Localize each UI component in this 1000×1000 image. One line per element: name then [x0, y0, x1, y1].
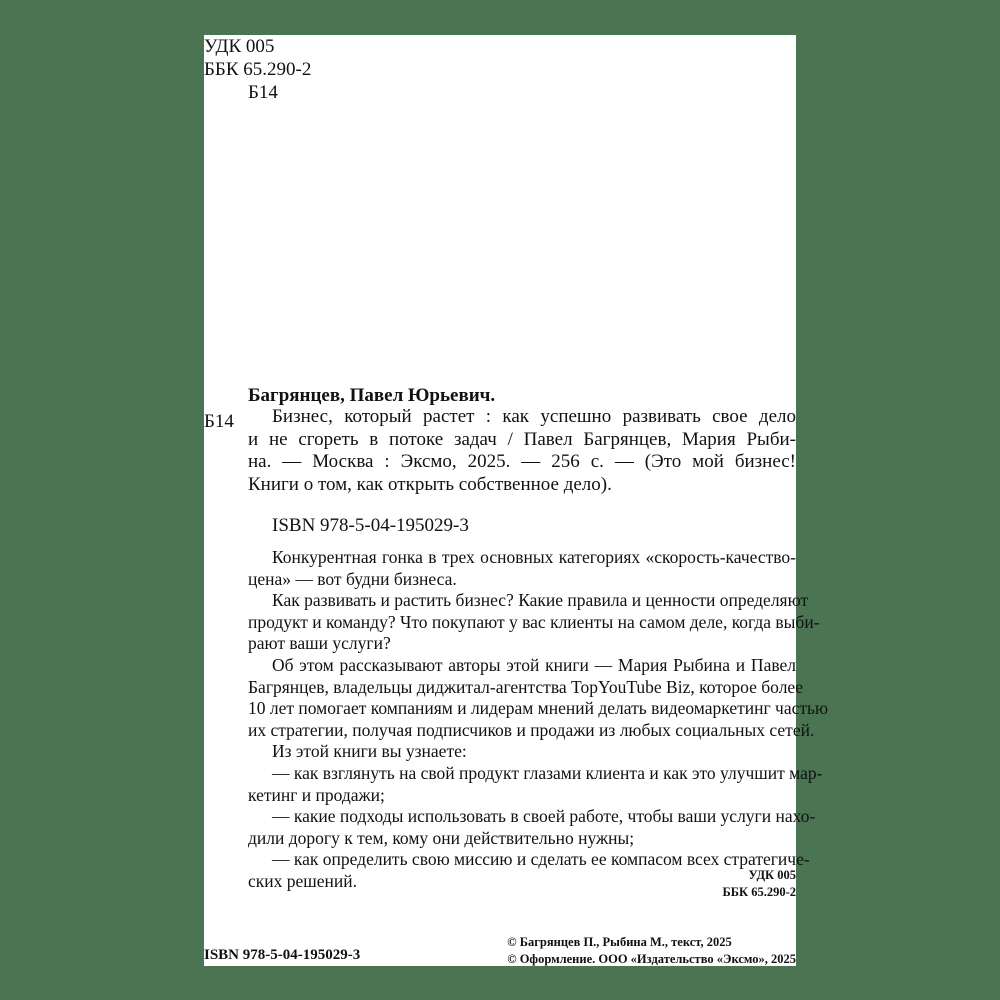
annotation-line: 10 лет помогает компаниям и лидерам мнений делать видеомаркетинг частью [248, 698, 829, 719]
annotation-line: — как определить свою миссию и сделать ее компасом всех стратегиче- [272, 849, 810, 870]
catalog-author-mark: Б14 [204, 411, 234, 432]
catalog-author: Багрянцев, Павел Юрьевич. [248, 385, 496, 406]
catalog-isbn: ISBN 978-5-04-195029-3 [272, 515, 469, 536]
biblio-line: и не сгореть в потоке задач / Павел Багрянцев, Мария Рыби- [248, 428, 796, 450]
copyright-block [507, 934, 796, 968]
footer-classification-codes [722, 867, 796, 901]
annotation-line: Из этой книги вы узнаете: [272, 741, 467, 762]
book-imprint-page [204, 35, 829, 966]
biblio-line: Бизнес, который растет : как успешно развивать свое дело [272, 406, 796, 427]
footer-bbk-code: ББК 65.290-2 [722, 885, 796, 899]
annotation-line: Конкурентная гонка в трех основных категориях «скорость-качество- [272, 547, 796, 567]
bibliographic-description [248, 406, 796, 496]
annotation-line: — какие подходы использовать в своей работе, чтобы ваши услуги нахо- [272, 806, 816, 827]
bbk-code: ББК 65.290-2 [204, 59, 312, 80]
copyright-design: © Оформление. ООО «Издательство «Эксмо», 2025 [507, 952, 796, 966]
biblio-line: на. — Москва : Эксмо, 2025. — 256 с. — (Это мой бизнес! [248, 451, 796, 472]
annotation-line: — как взглянуть на свой продукт глазами клиента и как это улучшит мар- [272, 762, 823, 783]
annotation-line: Об этом рассказывают авторы этой книги — Мария Рыбина и Павел [272, 654, 796, 675]
biblio-line: Книги о том, как открыть собственное дело). [248, 473, 612, 495]
footer-isbn: ISBN 978-5-04-195029-3 [204, 947, 361, 963]
annotation-line: продукт и команду? Что покупают у вас клиенты на самом деле, когда выби- [248, 611, 820, 632]
udk-code: УДК 005 [204, 36, 275, 57]
annotation-line: рают ваши услуги? [248, 633, 391, 654]
annotation-line: дили дорогу к тем, кому они действительно нужны; [248, 827, 635, 848]
author-mark: Б14 [248, 82, 278, 103]
annotation-line: кетинг и продажи; [248, 784, 385, 805]
annotation-line: Как развивать и растить бизнес? Какие правила и ценности определяют [272, 590, 809, 611]
annotation-line: Багрянцев, владельцы диджитал-агентства TopYouTube Biz, которое более [248, 676, 803, 697]
annotation [248, 547, 829, 893]
annotation-line: их стратегии, получая подписчиков и продажи из любых социальных сетей. [248, 719, 815, 740]
annotation-line: ских решений. [248, 870, 357, 891]
annotation-line: цена» — вот будни бизнеса. [248, 568, 457, 589]
header-classification-codes [204, 35, 311, 104]
footer-udk-code: УДК 005 [748, 868, 796, 882]
copyright-text: © Багрянцев П., Рыбина М., текст, 2025 [507, 935, 732, 949]
